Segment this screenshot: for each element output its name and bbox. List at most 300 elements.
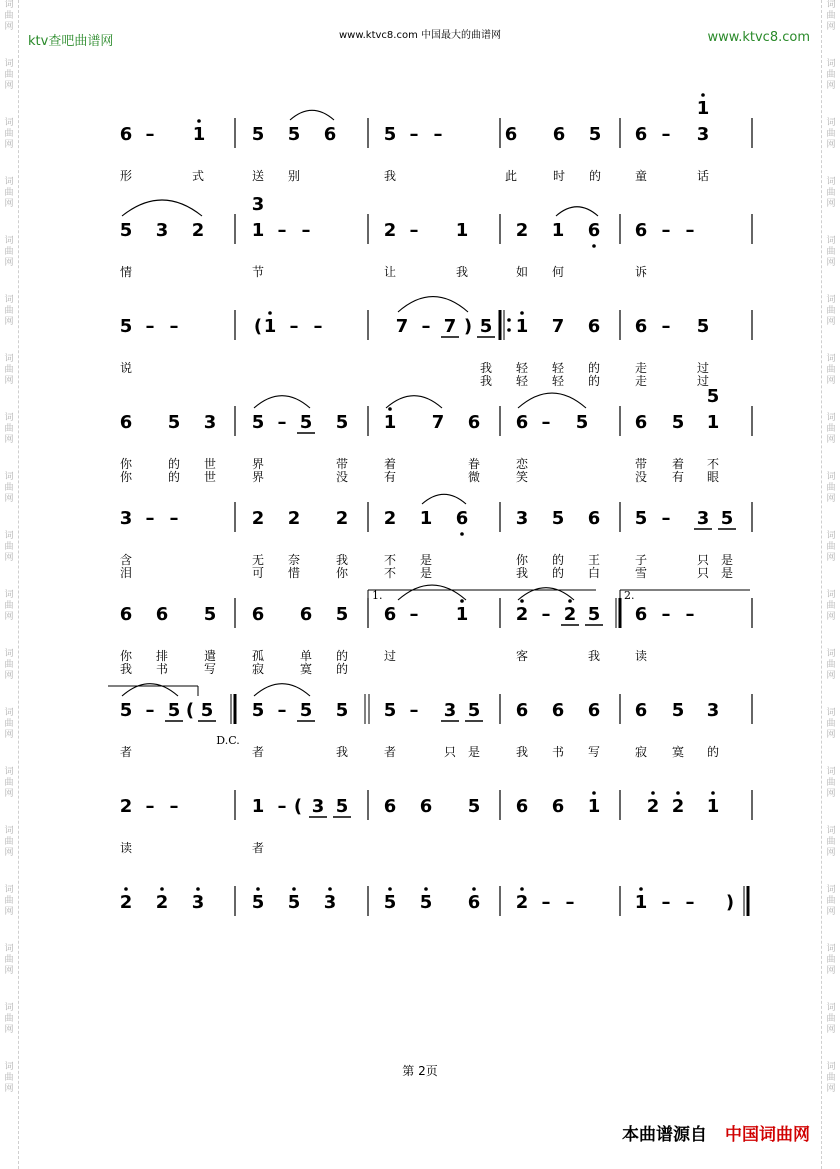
note-digit: 2 [335,508,349,529]
lyric-char: 走 [634,361,648,375]
note-digit: – [541,412,551,433]
lyric-char: 情 [119,265,133,279]
lyric-char: 的 [706,745,720,759]
watermark-text: 词 曲 网 [826,885,836,917]
watermark-text: 词 曲 网 [826,708,836,740]
note-digit: 1 [419,508,433,529]
lyric-char: 不 [706,457,720,471]
note-digit: 7 [551,316,565,337]
note-digit: 5 [251,412,265,433]
watermark-text: 词 曲 网 [4,826,14,858]
note-digit: 5 [671,700,685,721]
watermark-text: 词 曲 网 [826,649,836,681]
lyric-char: 你 [119,470,133,484]
slur-arc [290,110,334,120]
note-digit: 2 [671,796,685,817]
lyric-char: 的 [587,361,601,375]
note-digit: – [145,316,155,337]
note-digit: 5 [419,892,433,913]
lyric-char: 节 [251,265,265,279]
note-digit: 6 [515,700,529,721]
note-digit: 6 [587,508,601,529]
grace-note-digit: 5 [706,386,720,407]
header-site-url: www.ktvc8.com [707,30,810,45]
note-digit: 6 [467,412,481,433]
lyric-char: 无 [251,553,265,567]
grace-note-digit: 1 [696,98,710,119]
lyric-char: 界 [251,457,265,471]
lyric-char: 我 [587,649,601,663]
octave-dot-below [460,532,464,536]
octave-dot-above [701,93,705,97]
slur-arc [398,297,468,312]
lyric-char: 者 [383,745,397,759]
lyric-char: 的 [335,649,349,663]
watermark-text: 词 曲 网 [4,472,14,504]
note-digit: 5 [251,892,265,913]
note-digit: – [409,604,419,625]
note-digit: 6 [299,604,313,625]
note-digit: 6 [155,604,169,625]
note-digit: – [565,892,575,913]
lyric-char: 我 [335,745,349,759]
note-digit: ( [293,796,303,817]
lyric-char: 是 [720,553,734,567]
note-digit: 1 [263,316,277,337]
note-digit: – [409,700,419,721]
footer-credit [622,1120,810,1145]
note-digit: – [277,412,287,433]
footer-site-link[interactable]: 中国词曲网 [725,1125,810,1145]
note-digit: 5 [671,412,685,433]
octave-dot-above [160,887,164,891]
watermark-text: 词 曲 网 [4,767,14,799]
note-digit: 3 [706,700,720,721]
note-digit: – [277,700,287,721]
lyric-char: 遣 [203,649,217,663]
lyric-char: 轻 [551,361,565,375]
note-digit: 5 [299,412,313,433]
note-digit: 3 [443,700,457,721]
note-digit: – [661,124,671,145]
note-digit: 6 [119,412,133,433]
lyric-char: 带 [335,457,349,471]
note-digit: 5 [335,604,349,625]
note-digit: – [421,316,431,337]
lyric-char: 眼 [706,470,720,484]
note-digit: – [661,316,671,337]
octave-dot-above [292,887,296,891]
watermark-text: 词 曲 网 [826,0,836,32]
lyric-char: 不 [383,553,397,567]
octave-dot-above [424,887,428,891]
octave-dot-above [124,887,128,891]
note-digit: 6 [455,508,469,529]
lyric-char: 读 [119,841,133,855]
note-digit: 2 [515,604,529,625]
lyric-char: 我 [335,553,349,567]
note-digit: 5 [335,796,349,817]
lyric-char: 轻 [515,374,529,388]
watermark-text: 词 曲 网 [826,1003,836,1035]
lyric-char: 恋 [515,457,529,471]
slur-arc [556,207,598,216]
lyric-char: 过 [383,649,397,663]
lyric-char: 着 [383,457,397,471]
note-digit: 6 [551,796,565,817]
watermark-text: 词 曲 网 [826,590,836,622]
watermark-text: 词 曲 网 [4,354,14,386]
note-digit: 1 [706,796,720,817]
watermark-text: 词 曲 网 [826,118,836,150]
note-digit: 5 [335,700,349,721]
note-digit: – [301,220,311,241]
note-digit: 6 [587,220,601,241]
lyric-char: 排 [155,649,169,663]
watermark-text: 词 曲 网 [826,59,836,91]
note-digit: – [685,604,695,625]
note-digit: 6 [467,892,481,913]
lyric-char: 的 [335,662,349,676]
octave-dot-below [592,244,596,248]
note-digit: 5 [251,124,265,145]
note-digit: – [661,508,671,529]
watermark-text: 词 曲 网 [4,236,14,268]
octave-dot-above [472,887,476,891]
note-digit: 6 [552,124,566,145]
lyric-char: 寞 [299,662,313,676]
note-digit: – [277,796,287,817]
note-digit: 5 [119,220,133,241]
note-digit: – [409,124,419,145]
octave-dot-above [639,887,643,891]
note-digit: 1 [192,124,206,145]
watermark-text: 词 曲 网 [4,708,14,740]
note-digit: 3 [515,508,529,529]
lyric-char: 何 [551,265,565,279]
lyric-char: 我 [455,265,469,279]
note-digit: 5 [383,700,397,721]
watermark-text: 词 曲 网 [4,295,14,327]
note-digit: ( [253,316,263,337]
octave-dot-above [520,599,524,603]
note-digit: 3 [696,124,710,145]
note-digit: 2 [383,220,397,241]
watermark-text: 词 曲 网 [4,413,14,445]
watermark-text: 词 曲 网 [826,826,836,858]
lyric-char: 惜 [287,566,301,580]
watermark-text: 词 曲 网 [4,649,14,681]
note-digit: – [145,124,155,145]
watermark-text: 词 曲 网 [4,1062,14,1094]
note-digit: 6 [419,796,433,817]
watermark-text: 词 曲 网 [826,1062,836,1094]
watermark-text: 词 曲 网 [4,590,14,622]
slur-arc [422,494,466,504]
note-digit: 6 [251,604,265,625]
page-number: 第 2页 [402,1064,438,1078]
note-digit: 6 [383,604,397,625]
lyric-char: 我 [515,566,529,580]
note-digit: 6 [634,604,648,625]
lyric-char: 寂 [634,745,648,759]
note-digit: 2 [563,604,577,625]
slur-arc [254,684,310,696]
note-digit: ) [463,316,473,337]
lyric-char: 寞 [671,745,685,759]
lyric-char: 书 [551,745,565,759]
lyric-char: 的 [551,566,565,580]
lyric-char: 我 [515,745,529,759]
note-digit: ) [725,892,735,913]
note-digit: 5 [383,892,397,913]
watermark-text: 词 曲 网 [4,531,14,563]
note-digit: 6 [634,700,648,721]
octave-dot-above [460,599,464,603]
note-digit: 1 [383,412,397,433]
note-digit: 5 [588,124,602,145]
note-digit: – [541,604,551,625]
note-digit: 1 [455,604,469,625]
note-digit: 1 [251,220,265,241]
note-digit: 3 [311,796,325,817]
lyric-char: 奈 [287,553,301,567]
watermark-text: 词 曲 网 [4,59,14,91]
note-digit: 3 [323,892,337,913]
lyric-char: 的 [588,169,602,183]
lyric-char: 有 [383,470,397,484]
note-digit: 5 [696,316,710,337]
header-center-text: www.ktvc8.com 中国最大的曲谱网 [338,30,501,41]
note-digit: 5 [634,508,648,529]
lyric-char: 只 [696,553,710,567]
lyric-char: 送 [251,169,265,183]
lyric-char: 是 [419,566,433,580]
note-digit: 6 [634,412,648,433]
note-digit: 5 [467,700,481,721]
lyric-char: 是 [419,553,433,567]
footer-source-label: 本曲谱源自 [622,1125,707,1145]
lyric-char: 子 [634,553,648,567]
note-digit: – [313,316,323,337]
lyric-char: 如 [515,265,529,279]
lyric-char: 读 [634,649,648,663]
lyric-char: 世 [203,470,217,484]
lyric-char: 你 [515,553,529,567]
lyric-char: 轻 [551,374,565,388]
lyric-char: 是 [720,566,734,580]
note-digit: 7 [431,412,445,433]
note-digit: 6 [551,700,565,721]
lyric-char: 我 [479,374,493,388]
octave-dot-above [568,599,572,603]
note-digit: 2 [119,796,133,817]
lyric-char: 的 [167,470,181,484]
volta-label: 2. [624,589,635,602]
note-digit: – [661,892,671,913]
note-digit: 1 [634,892,648,913]
lyric-char: 别 [287,169,301,183]
note-digit: 6 [515,796,529,817]
note-digit: 3 [191,892,205,913]
lyric-char: 形 [119,169,133,183]
note-digit: – [277,220,287,241]
note-digit: 6 [383,796,397,817]
lyric-char: 者 [251,841,265,855]
note-digit: – [433,124,443,145]
note-digit: 5 [551,508,565,529]
slur-arc [398,585,466,600]
lyric-char: 童 [634,169,648,183]
watermark-text: 词 曲 网 [4,118,14,150]
lyric-char: 着 [671,457,685,471]
lyric-char: 我 [479,361,493,375]
note-digit: 2 [155,892,169,913]
lyric-char: 过 [696,361,710,375]
lyric-char: 不 [383,566,397,580]
octave-dot-above [268,311,272,315]
note-digit: 6 [634,124,648,145]
note-digit: 5 [299,700,313,721]
note-digit: 3 [696,508,710,529]
watermark-text: 词 曲 网 [4,944,14,976]
octave-dot-above [520,887,524,891]
octave-dot-above [328,887,332,891]
watermark-text: 词 曲 网 [4,1003,14,1035]
watermark-text: 词 曲 网 [826,531,836,563]
lyric-char: 者 [251,745,265,759]
octave-dot-above [520,311,524,315]
lyric-char: 时 [552,169,566,183]
note-digit: – [145,796,155,817]
note-digit: 5 [383,124,397,145]
note-digit: 6 [119,604,133,625]
note-digit: 1 [587,796,601,817]
slur-arc [518,393,586,408]
watermark-text: 词 曲 网 [826,413,836,445]
lyric-char: 世 [203,457,217,471]
note-digit: 5 [167,412,181,433]
note-digit: 1 [515,316,529,337]
lyric-char: 话 [696,169,710,183]
note-digit: 2 [383,508,397,529]
lyric-char: 王 [587,553,601,567]
lyric-char: 写 [203,662,217,676]
octave-dot-above [256,887,260,891]
lyric-char: 走 [634,374,648,388]
lyric-char: 寂 [251,662,265,676]
note-digit: 6 [587,316,601,337]
note-digit: 2 [251,508,265,529]
lyric-char: 我 [383,169,397,183]
lyric-char: 单 [299,649,313,663]
lyric-char: 只 [696,566,710,580]
repeat-dot [507,318,511,322]
note-digit: 2 [119,892,133,913]
note-digit: 6 [504,124,518,145]
note-digit: 5 [575,412,589,433]
note-digit: 3 [155,220,169,241]
octave-dot-above [388,887,392,891]
lyric-char: 我 [119,662,133,676]
note-digit: 5 [467,796,481,817]
lyric-char: 让 [383,265,397,279]
lyric-char: 此 [504,169,518,183]
lyric-char: 可 [251,566,265,580]
note-digit: – [169,316,179,337]
lyric-char: 界 [251,470,265,484]
note-digit: 2 [646,796,660,817]
lyric-char: 是 [467,745,481,759]
grace-note-digit: 3 [251,194,265,215]
note-digit: 1 [455,220,469,241]
lyric-char: 笑 [515,470,529,484]
note-digit: 6 [634,316,648,337]
note-digit: 6 [323,124,337,145]
watermark-text: 词 曲 网 [4,0,14,32]
note-digit: 6 [587,700,601,721]
note-digit: 5 [479,316,493,337]
note-digit: – [541,892,551,913]
lyric-char: 式 [191,169,205,183]
note-digit: – [661,604,671,625]
lyric-char: 泪 [119,566,133,580]
lyric-char: 没 [634,470,648,484]
note-digit: 5 [119,316,133,337]
note-digit: 2 [515,220,529,241]
lyric-char: 含 [119,553,133,567]
note-digit: 6 [634,220,648,241]
octave-dot-above [711,791,715,795]
lyric-char: 书 [155,662,169,676]
note-digit: 5 [720,508,734,529]
note-digit: – [685,892,695,913]
note-digit: 6 [119,124,133,145]
note-digit: 1 [251,796,265,817]
watermark-text: 词 曲 网 [826,944,836,976]
note-digit: 5 [587,604,601,625]
slur-arc [254,396,310,408]
lyric-char: 的 [551,553,565,567]
watermark-text: 词 曲 网 [826,767,836,799]
note-digit: – [145,508,155,529]
watermark-text: 词 曲 网 [826,295,836,327]
watermark-text: 词 曲 网 [4,177,14,209]
lyric-char: 带 [634,457,648,471]
note-digit: 3 [203,412,217,433]
note-digit: 5 [287,892,301,913]
lyric-char: 诉 [634,265,648,279]
dc-marking: D.C. [216,734,240,747]
watermark-text: 词 曲 网 [826,472,836,504]
lyric-char: 孤 [251,649,265,663]
lyric-char: 白 [587,566,601,580]
note-digit: – [685,220,695,241]
note-digit: 5 [203,604,217,625]
watermark-text: 词 曲 网 [826,354,836,386]
lyric-char: 者 [119,745,133,759]
note-digit: 5 [119,700,133,721]
octave-dot-above [592,791,596,795]
lyric-char: 眷 [467,457,481,471]
lyric-char: 客 [515,649,529,663]
lyric-char: 你 [119,457,133,471]
lyric-char: 说 [119,361,133,375]
note-digit: 5 [200,700,214,721]
note-digit: 6 [515,412,529,433]
octave-dot-above [651,791,655,795]
octave-dot-above [388,407,392,411]
